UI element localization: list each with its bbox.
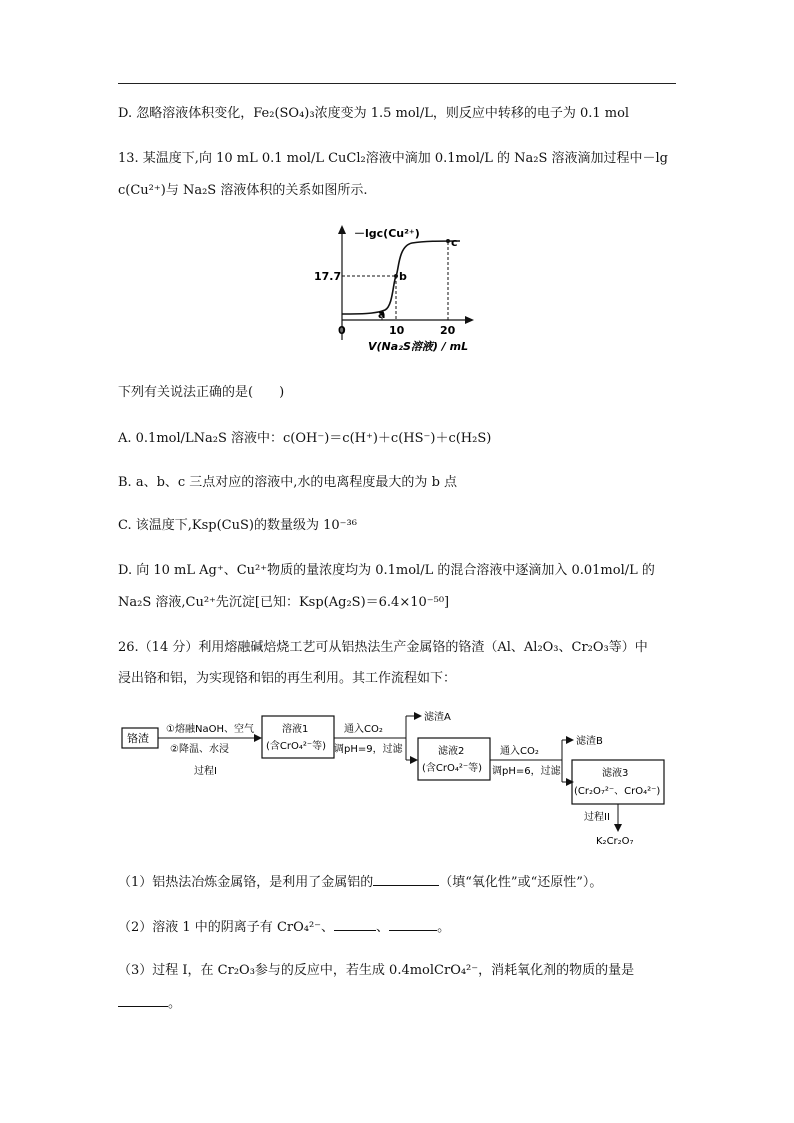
arrow4-head: [614, 824, 622, 832]
q26-text-line1: 26.（14 分）利用熔融碱焙烧工艺可从铝热法生产金属铬的铬渣（Al、Al₂O₃、Cr₂O₃等）中: [118, 640, 648, 655]
branch2-bottom-head: [410, 756, 418, 764]
q13-text-line2: c(Cu²⁺)与 Na₂S 溶液体积的关系如图所示.: [118, 183, 368, 198]
q13-option-a: A. 0.1mol/LNa₂S 溶液中：c(OH⁻)＝c(H⁺)＋c(HS⁻)＋c(H₂S): [118, 431, 492, 446]
branch3-top-head: [566, 736, 574, 744]
step1-label-b: ②降温、水浸: [170, 744, 229, 755]
q26-sub2-sep: 、: [376, 920, 390, 935]
residue-b: 滤渣B: [576, 736, 603, 747]
q26-sub3-end: 。: [168, 996, 182, 1011]
q26-text-line2: 浸出铬和铝，为实现铬和铝的再生利用。其工作流程如下：: [118, 671, 457, 686]
start-label: 铬渣: [127, 732, 149, 745]
q13-option-c: C. 该温度下,Ksp(CuS)的数量级为 10⁻³⁶: [118, 518, 357, 533]
header-rule: [118, 83, 676, 84]
product-label: K₂Cr₂O₇: [596, 836, 634, 847]
x-tick-10: 10: [389, 324, 405, 337]
x-tick-20: 20: [440, 324, 456, 337]
arrow3-label-a: 通入CO₂: [500, 746, 539, 757]
box3-label-a: 滤液3: [602, 768, 629, 779]
process-flowchart: [118, 702, 678, 852]
arrow2-label-b: 调pH=9，过滤: [334, 744, 403, 755]
x-axis-label: V(Na₂S溶液) / mL: [368, 340, 469, 353]
titration-chart: [300, 222, 500, 354]
answer-blank-2[interactable]: [334, 918, 376, 931]
box1-label-a: 溶液1: [282, 724, 309, 735]
residue-a: 滤渣A: [424, 712, 451, 723]
arrow1-head: [254, 734, 262, 742]
box3-label-b: (Cr₂O₇²⁻、CrO₄²⁻): [574, 786, 661, 797]
step1-label-a: ①熔融NaOH、空气: [166, 724, 254, 735]
box1-label-b: (含CrO₄²⁻等): [266, 741, 327, 752]
box2-label-b: (含CrO₄²⁻等): [422, 763, 483, 774]
q12-option-d: D. 忽略溶液体积变化，Fe₂(SO₄)₃浓度变为 1.5 mol/L，则反应中转移的电子为 0.1 mol: [118, 106, 630, 121]
q26-sub3-line1: （3）过程 I，在 Cr₂O₃参与的反应中，若生成 0.4molCrO₄²⁻，消耗氧化剂的物质的量是: [118, 963, 635, 978]
step1-label-c: 过程I: [194, 766, 217, 777]
x-axis-arrow: [465, 316, 474, 324]
point-c: [446, 239, 450, 243]
x-tick-0: 0: [338, 324, 346, 337]
box2-label-a: 滤液2: [438, 746, 465, 757]
q26-sub2-text-a: （2）溶液 1 中的阴离子有 CrO₄²⁻、: [118, 920, 335, 935]
q26-sub2-end: 。: [437, 920, 451, 935]
y-axis-label: －lgc(Cu²⁺): [354, 227, 420, 240]
y-axis-arrow: [338, 225, 346, 234]
q26-sub2: [118, 918, 450, 937]
point-c-label: c: [451, 236, 458, 249]
titration-chart-svg: [300, 222, 500, 354]
point-a-label: a: [378, 308, 386, 321]
arrow2-label-a: 通入CO₂: [344, 724, 383, 735]
q13-option-b: B. a、b、c 三点对应的溶液中,水的电离程度最大的为 b 点: [118, 475, 458, 490]
q26-sub3-line2: [118, 994, 181, 1013]
point-b: [394, 274, 398, 278]
q13-option-d-line2: Na₂S 溶液,Cu²⁺先沉淀[已知：Ksp(Ag₂S)＝6.4×10⁻⁵⁰]: [118, 595, 450, 610]
arrow3-label-b: 调pH=6，过滤: [492, 766, 561, 777]
process-flowchart-svg: [118, 702, 678, 852]
q26-sub1-text-a: （1）铝热法冶炼金属铬，是利用了金属铝的: [118, 875, 374, 890]
q26-sub1-text-b: （填“氧化性”或“还原性”）。: [439, 875, 603, 890]
q13-stem: 下列有关说法正确的是( ): [118, 385, 285, 400]
answer-blank-4[interactable]: [118, 994, 168, 1007]
answer-blank-3[interactable]: [389, 918, 437, 931]
branch3-bottom-head: [566, 778, 574, 786]
step4-label: 过程II: [584, 812, 610, 823]
answer-blank-1[interactable]: [373, 873, 439, 886]
branch2-top-head: [414, 712, 422, 720]
q13-option-d-line1: D. 向 10 mL Ag⁺、Cu²⁺物质的量浓度均为 0.1mol/L 的混合溶液中逐滴加入 0.01mol/L 的: [118, 563, 655, 578]
box3: [572, 760, 664, 804]
point-b-label: b: [399, 270, 407, 283]
q13-text-line1: 13. 某温度下,向 10 mL 0.1 mol/L CuCl₂溶液中滴加 0.1mol/L 的 Na₂S 溶液滴加过程中－lg: [118, 151, 668, 166]
y-tick-label: 17.7: [314, 270, 342, 283]
q26-sub1: [118, 873, 602, 892]
